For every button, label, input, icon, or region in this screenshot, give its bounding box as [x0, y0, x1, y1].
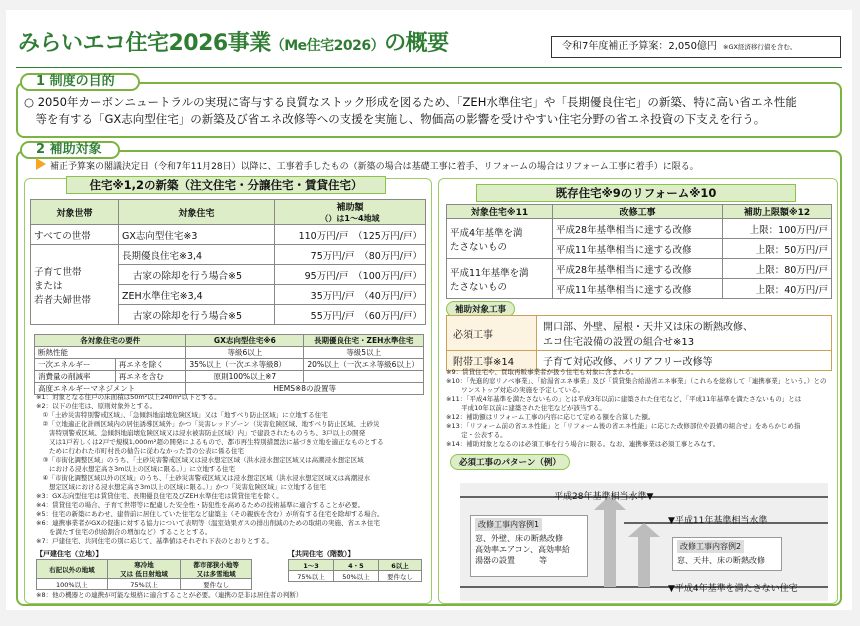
required-text: [537, 316, 832, 351]
note-line: ※11：「平成4年基準を満たさないもの」とは平成3年以前に建築された住宅など、「平成11年基準を満たさないもの」とは: [446, 395, 802, 403]
note-8: ※8：他の機器との連携が可能な規格に適合することが必要。（連携の是非は居住者の判断）: [36, 591, 303, 599]
detached-value: 75%以上: [107, 579, 181, 590]
case-2-head: 改修工事内容例2: [677, 540, 744, 553]
req-cell: 等級6以上: [186, 347, 304, 359]
table-row: [35, 359, 424, 371]
case-2-box: [672, 537, 782, 571]
purpose-text: [24, 94, 836, 128]
reform-work-cell: 平成28年基準相当に達する改修: [553, 219, 723, 239]
reform-limit-cell: 上限：50万円/戸: [723, 239, 832, 259]
reform-limit-cell: 上限：40万円/戸: [723, 279, 832, 299]
col-reform-limit: 補助上限額※12: [723, 205, 832, 219]
note-line: 又は1戸若しくは2戸で規模1,000m²超の開発によるもので、都市再生特別措置法に基づき立地を適正なものとする: [36, 438, 384, 446]
level-28-label: 平成28年基準相当水準▼: [554, 492, 654, 502]
case-1-text: 窓、外壁、床の断熱改修 高効率エアコン、高効率給 湯器の設置 等: [475, 534, 570, 565]
detached-header: 右記以外の地域: [37, 560, 108, 579]
table-row: [447, 259, 832, 279]
notice-text: 補正予算案の閣議決定日（令和7年11月28日）以降に、工事着手したもの（新築の場合は基礎工事に着手、リフォームの場合はリフォーム工事に着手）に限る。: [50, 162, 699, 172]
collective-value: 要件なし: [378, 571, 421, 582]
note-line: 想定区域における浸水想定高さ3m以上の区域に限る。）」かつ「災害危険区域」に立地する住宅: [36, 483, 326, 491]
collective-header: 6以上: [378, 560, 421, 571]
col-amount-sub: （）は1～4地域: [320, 214, 380, 223]
new-build-title: 住宅※1,2の新築（注文住宅・分譲住宅・賃貸住宅）: [66, 176, 386, 194]
req-cell: 20%以上（一次エネ等級6以上）: [304, 359, 424, 371]
household-line-3: 若者夫婦世帯: [34, 294, 92, 306]
amount-cell: 110万円/戸 （125万円/戸）: [275, 225, 426, 245]
note-line: ※10：「先進的窓リノベ事業」、「給湯省エネ事業」及び「賃貸集合給湯省エネ事業」（これらを総称して「連携事業」という。）との: [446, 377, 827, 385]
note-line: ※2：以下の住宅は、原則対象外とする。: [36, 402, 157, 410]
col-amount-label: 補助額: [336, 203, 364, 213]
new-build-notes: [36, 393, 428, 546]
note-line: ※3：GX志向型住宅は賃貸住宅、長期優良住宅及びZEH水準住宅は賃貸住宅を除く。: [36, 492, 283, 500]
new-build-table: [30, 199, 426, 325]
page-title: [18, 26, 449, 57]
col-house: 対象住宅: [119, 200, 275, 225]
collective-value: 75%以上: [289, 571, 334, 582]
budget-box: [551, 36, 841, 58]
col-reform-house: 対象住宅※11: [447, 205, 553, 219]
req-cell: 高度エネルギーマネジメント: [35, 383, 186, 395]
table-row: [447, 219, 832, 239]
note-line: ために行われた市町村長の勧告に従わなかった旨の公表に係る住宅: [36, 447, 244, 455]
diagram-tag: 必須工事のパターン（例）: [450, 454, 570, 470]
reform-title: 既存住宅※9のリフォーム※10: [476, 184, 796, 202]
title-divider: [16, 67, 842, 68]
title-paren: （Me住宅2026）: [270, 38, 385, 54]
req-cell: 再エネを含む: [115, 371, 186, 383]
reform-house-line-1: 平成11年基準を満: [450, 267, 529, 279]
level-11-label: ▼平成11年基準相当水準: [668, 516, 768, 526]
case-2-text: 窓、天井、床の断熱改修: [677, 556, 765, 565]
work-table: [446, 315, 832, 371]
note-line: ④「市街化調整区域以外の区域」のうち、「土砂災害警戒区域又は浸水想定区域（洪水浸水想定区域又は高潮浸水: [36, 474, 371, 482]
table-row: [31, 245, 426, 265]
reform-work-cell: 平成28年基準相当に達する改修: [553, 259, 723, 279]
req-header-0: 各対象住宅の要件: [35, 335, 186, 347]
case-1-head: 改修工事内容例1: [475, 518, 542, 531]
household-line-2: または: [34, 280, 63, 292]
household-cell-group: [31, 245, 119, 325]
reform-limit-cell: 上限：80万円/戸: [723, 259, 832, 279]
budget-text: 令和7年度補正予算案：2,050億円: [562, 41, 717, 52]
reform-house-cell: [447, 259, 553, 299]
note-line: ワンストップ対応の実施を予定している。: [446, 386, 585, 394]
reform-house-line-2: たさないもの: [450, 281, 508, 293]
case-1-box: [470, 515, 588, 577]
note-line: ※14：補助対象となるのは必須工事を行う場合に限る。なお、連携事業は必須工事とみなす。: [446, 440, 720, 448]
note-line: ※1：対象となる住戸の床面積は50m²以上240m²以下とする。: [36, 393, 221, 401]
note-line: を満たす住宅の供給割合の増加など）することとする。: [36, 528, 212, 536]
section2-tab: 2 補助対象: [20, 141, 120, 159]
note-line: ①「土砂災害特別警戒区域」、「急傾斜地崩壊危険区域」又は「地すべり防止区域」に立地する住宅: [36, 411, 328, 419]
overview-page: [6, 10, 852, 610]
table-row: [35, 371, 424, 383]
house-cell: GX志向型住宅※3: [119, 225, 275, 245]
required-label: 必須工事: [447, 316, 537, 351]
note-line: ②「立地適正化計画区域内の居住誘導区域外」かつ「災害レッドゾーン（災害危険区域、地すべり防止区域、土砂災: [36, 420, 380, 428]
table-row: [447, 316, 832, 351]
reform-table: [446, 204, 832, 299]
table-row: [31, 225, 426, 245]
house-cell: 古家の除却を行う場合※5: [119, 305, 275, 325]
requirements-table: [34, 334, 424, 395]
col-household: 対象世帯: [31, 200, 119, 225]
collective-value: 50%以上: [333, 571, 378, 582]
note-line: ※7：戸建住宅、共同住宅の別に応じて、基準値はそれぞれ下表のとおりとする。: [36, 537, 273, 545]
req-cell: 再エネを除く: [115, 359, 186, 371]
req-cell: 35%以上（一次エネ等級8）: [186, 359, 304, 371]
reform-notes: [446, 368, 834, 449]
reform-limit-cell: 上限：100万円/戸: [723, 219, 832, 239]
detached-table: [36, 559, 252, 590]
collective-table: [288, 559, 422, 582]
note-line: ※12：補助額はリフォーム工事の内容に応じて定める額を合算した額。: [446, 413, 655, 421]
level-4-label: ▼平成4年基準を満たさない住宅: [668, 584, 798, 594]
note-line: ※6：連携事業者がGXの促進に対する協力について表明等（温室効果ガスの排出削減のための取組の実施、省エネ住宅: [36, 519, 380, 527]
detached-header: 寒冷地 又は 低日射地域: [107, 560, 181, 579]
req-cell: 等級5以上: [304, 347, 424, 359]
amount-cell: 55万円/戸 （60万円/戸）: [275, 305, 426, 325]
pattern-diagram: [454, 465, 834, 605]
house-cell: 古家の除却を行う場合※5: [119, 265, 275, 285]
detached-label: 【戸建住宅（立地）】: [36, 550, 103, 558]
req-cell: 原則100%以上※7: [186, 371, 304, 383]
req-cell: HEMS※8の設置等: [186, 383, 424, 395]
note-line: 定・公表する。: [446, 431, 507, 439]
reform-house-line-1: 平成4年基準を満: [450, 227, 523, 239]
collective-header: 1～3: [289, 560, 334, 571]
table-row: [35, 347, 424, 359]
note-line: における浸水想定高さ3m以上の区域に限る。）」に立地する住宅: [36, 465, 235, 473]
reform-house-cell: [447, 219, 553, 259]
col-amount: [275, 200, 426, 225]
required-line-2: エコ住宅設備の設置の組合せ※13: [543, 337, 695, 348]
reform-house-line-2: たさないもの: [450, 241, 508, 253]
req-header-2: 長期優良住宅・ZEH水準住宅: [304, 335, 424, 347]
purpose-line-1: ○ 2050年カーボンニュートラルの実現に寄与する良質なストック形成を図るため、「ZEH水準住宅」や「長期優良住宅」の新築、特に高い省エネ性能: [24, 95, 797, 109]
reform-work-cell: 平成11年基準相当に達する改修: [553, 239, 723, 259]
note-line: ※13：「リフォーム前の省エネ性能」と「リフォーム後の省エネ性能」に応じた改修部位や設備の組合せ」をあらかじめ指: [446, 422, 801, 430]
collective-label: 【共同住宅（階数）】: [288, 550, 355, 558]
notice-arrow-icon: [36, 158, 46, 170]
req-cell: [304, 371, 424, 383]
house-cell: 長期優良住宅※3,4: [119, 245, 275, 265]
detached-header: 都市部狭小地等 又は多雪地域: [181, 560, 252, 579]
amount-cell: 95万円/戸 （100万円/戸）: [275, 265, 426, 285]
req-header-1: GX志向型住宅※6: [186, 335, 304, 347]
section1-tab: 1 制度の目的: [20, 73, 140, 91]
budget-note: ※GX経済移行債を含む。: [723, 43, 797, 51]
detached-value: 要件なし: [181, 579, 252, 590]
amount-cell: 75万円/戸 （80万円/戸）: [275, 245, 426, 265]
note-line: ※9：賃貸住宅や、買取再販事業者が扱う住宅も対象に含まれる。: [446, 368, 638, 376]
note-line: ※4：賃貸住宅の場合、子育て世帯等に配慮した安全性・防犯性を高めるための技術基準に適合することが必要。: [36, 501, 365, 509]
required-line-1: 開口部、外壁、屋根・天井又は床の断熱改修、: [543, 322, 753, 333]
req-cell: 消費量の削減率: [35, 371, 116, 383]
incidental-label: 附帯工事※14: [447, 351, 537, 371]
col-reform-work: 改修工事: [553, 205, 723, 219]
household-cell: すべての世帯: [31, 225, 119, 245]
title-main: みらいエコ住宅2026事業: [18, 31, 271, 56]
work-tag: 補助対象工事: [446, 301, 515, 317]
purpose-line-2: 等を有する「GX志向型住宅」の新築及び省エネ改修等への支援を実施し、物価高の影響を受けやすい住宅分野の省エネ投資の下支えを行う。: [24, 112, 766, 126]
reform-work-cell: 平成11年基準相当に達する改修: [553, 279, 723, 299]
req-cell: 一次エネルギー: [35, 359, 116, 371]
incidental-text: 子育て対応改修、バリアフリー改修等: [537, 351, 832, 371]
house-cell: ZEH水準住宅※3,4: [119, 285, 275, 305]
title-tail: の概要: [384, 31, 449, 56]
note-line: 平成10年以前に建築された住宅などが該当する。: [446, 404, 606, 412]
collective-header: 4・5: [333, 560, 378, 571]
req-cell: 断熱性能: [35, 347, 186, 359]
amount-cell: 35万円/戸 （40万円/戸）: [275, 285, 426, 305]
household-line-1: 子育て世帯: [34, 266, 82, 278]
detached-value: 100%以上: [37, 579, 108, 590]
note-line: ※5：住宅の新築にあわせ、建替前に居住していた住宅など建築主（その親族を含む）が所有する住宅を除却する場合。: [36, 510, 384, 518]
note-line: ③「市街化調整区域」のうち、「土砂災害警戒区域又は浸水想定区域（洪水浸水想定区域又は高潮浸水想定区域: [36, 456, 364, 464]
note-line: 害特別警戒区域、急傾斜地崩壊危険区域又は浸水被害防止区域）内」で建設されたものうち、3戸以上の開発: [36, 429, 366, 437]
